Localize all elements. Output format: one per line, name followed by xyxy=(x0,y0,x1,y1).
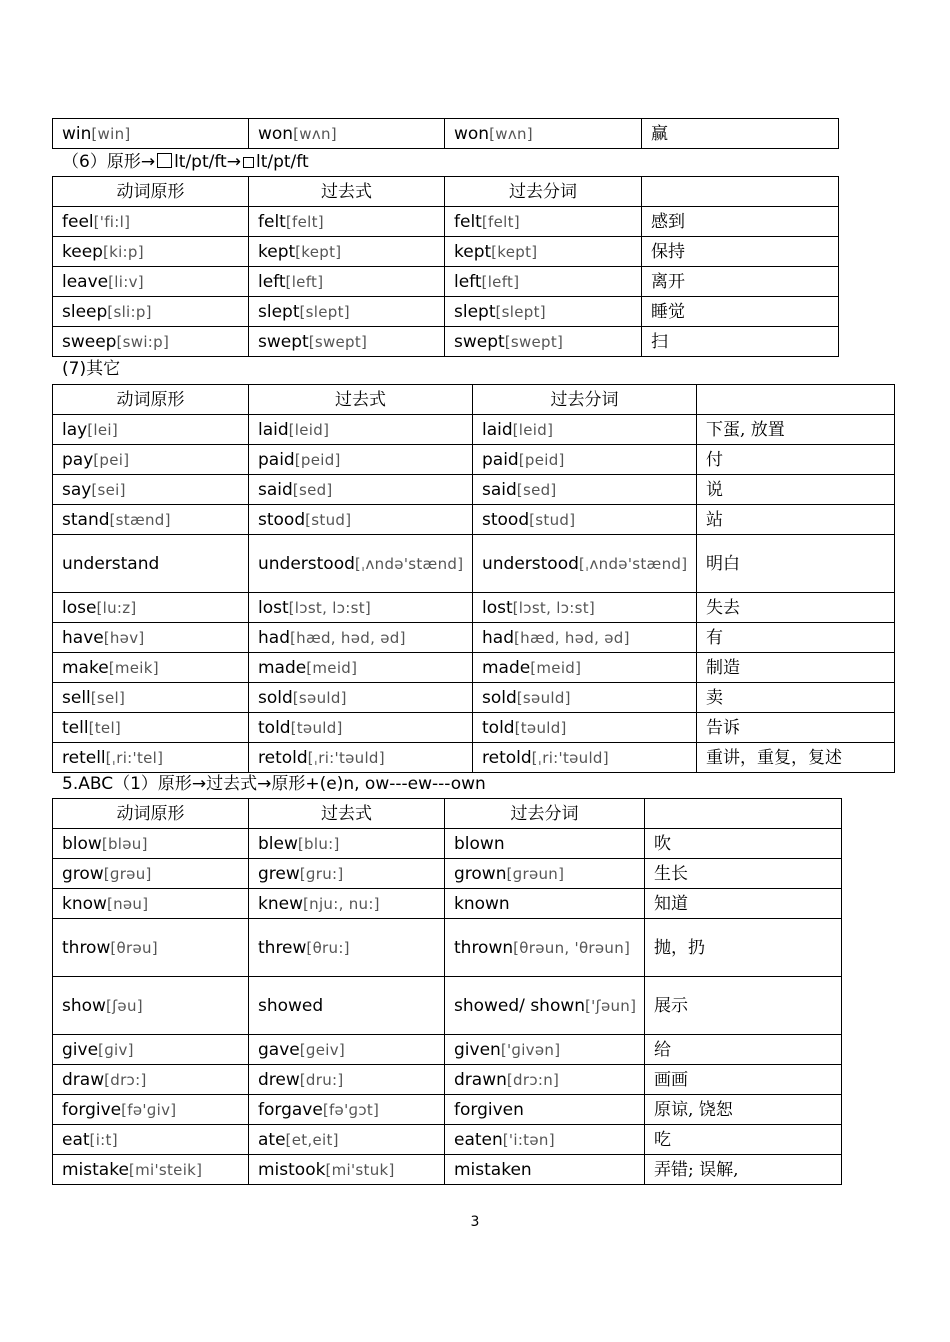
past-tense-cell: grew[ɡru:] xyxy=(249,859,445,889)
page-number: 3 xyxy=(470,1214,480,1230)
meaning-cell: 赢 xyxy=(642,119,839,149)
meaning-cell: 告诉 xyxy=(697,713,895,743)
meaning-cell: 给 xyxy=(645,1035,842,1065)
table-row xyxy=(53,1155,842,1185)
base-form-cell: sleep[sli:p] xyxy=(53,297,249,327)
base-form-cell: draw[drɔ:] xyxy=(53,1065,249,1095)
base-form-cell: feel['fi:l] xyxy=(53,207,249,237)
past-participle-cell: mistaken xyxy=(445,1155,645,1185)
square-glyph-icon xyxy=(157,153,172,168)
meaning-cell: 画画 xyxy=(645,1065,842,1095)
meaning-cell: 明白 xyxy=(697,535,895,593)
past-tense-cell: threw[θru:] xyxy=(249,919,445,977)
base-form-cell: blow[bləu] xyxy=(53,829,249,859)
past-tense-cell: forgave[fə'ɡɔt] xyxy=(249,1095,445,1125)
past-tense-cell: swept[swept] xyxy=(249,327,445,357)
past-tense-cell: lost[lɔst, lɔ:st] xyxy=(249,593,473,623)
column-header: 过去分词 xyxy=(445,799,645,829)
past-participle-cell: made[meid] xyxy=(473,653,697,683)
table-row xyxy=(53,119,839,149)
column-header: 动词原形 xyxy=(53,177,249,207)
base-form-cell: pay[pei] xyxy=(53,445,249,475)
past-tense-cell: understood[ˌʌndə'stænd] xyxy=(249,535,473,593)
past-participle-cell: laid[leid] xyxy=(473,415,697,445)
meaning-cell: 说 xyxy=(697,475,895,505)
small-square-glyph-icon xyxy=(243,157,254,168)
past-participle-cell: given['ɡivən] xyxy=(445,1035,645,1065)
column-header xyxy=(645,799,842,829)
past-participle-cell: felt[felt] xyxy=(445,207,642,237)
base-form-cell: grow[ɡrəu] xyxy=(53,859,249,889)
past-tense-cell: retold[ˌri:'təuld] xyxy=(249,743,473,773)
base-form-cell: sweep[swi:p] xyxy=(53,327,249,357)
base-form-cell: forgive[fə'ɡiv] xyxy=(53,1095,249,1125)
table-row xyxy=(53,859,842,889)
base-form-cell: sell[sel] xyxy=(53,683,249,713)
past-tense-cell: stood[stud] xyxy=(249,505,473,535)
meaning-cell: 生长 xyxy=(645,859,842,889)
meaning-cell: 知道 xyxy=(645,889,842,919)
base-form-cell: leave[li:v] xyxy=(53,267,249,297)
meaning-cell: 重讲，重复，复述 xyxy=(697,743,895,773)
past-participle-cell: kept[kept] xyxy=(445,237,642,267)
table-row xyxy=(53,889,842,919)
past-tense-cell: ate[et,eit] xyxy=(249,1125,445,1155)
base-form-cell: eat[i:t] xyxy=(53,1125,249,1155)
past-tense-cell: showed xyxy=(249,977,445,1035)
meaning-cell: 有 xyxy=(697,623,895,653)
base-form-cell: say[sei] xyxy=(53,475,249,505)
past-tense-cell: had[hæd, həd, əd] xyxy=(249,623,473,653)
table-row xyxy=(53,475,895,505)
past-tense-cell: drew[dru:] xyxy=(249,1065,445,1095)
meaning-cell: 制造 xyxy=(697,653,895,683)
past-tense-cell: said[sed] xyxy=(249,475,473,505)
meaning-cell: 失去 xyxy=(697,593,895,623)
past-participle-cell: eaten['i:tən] xyxy=(445,1125,645,1155)
past-tense-cell: made[meid] xyxy=(249,653,473,683)
top-row-table xyxy=(52,118,839,149)
table-row xyxy=(53,267,839,297)
base-form-cell: stand[stænd] xyxy=(53,505,249,535)
past-tense-cell: sold[səuld] xyxy=(249,683,473,713)
past-tense-cell: won[wʌn] xyxy=(249,119,445,149)
meaning-cell: 扫 xyxy=(642,327,839,357)
past-tense-cell: left[left] xyxy=(249,267,445,297)
base-form-cell: make[meik] xyxy=(53,653,249,683)
meaning-cell: 卖 xyxy=(697,683,895,713)
column-header xyxy=(697,385,895,415)
meaning-cell: 吹 xyxy=(645,829,842,859)
base-form-cell: retell[ˌri:'tel] xyxy=(53,743,249,773)
past-participle-cell: slept[slept] xyxy=(445,297,642,327)
meaning-cell: 抛，扔 xyxy=(645,919,842,977)
past-participle-cell: stood[stud] xyxy=(473,505,697,535)
table-row xyxy=(53,683,895,713)
section-5-table xyxy=(52,798,842,1185)
header-row xyxy=(53,385,895,415)
base-form-cell: win[win] xyxy=(53,119,249,149)
table-row xyxy=(53,415,895,445)
meaning-cell: 展示 xyxy=(645,977,842,1035)
past-tense-cell: kept[kept] xyxy=(249,237,445,267)
base-form-cell: mistake[mi'steik] xyxy=(53,1155,249,1185)
past-tense-cell: blew[blu:] xyxy=(249,829,445,859)
table-row xyxy=(53,977,842,1035)
base-form-cell: lay[lei] xyxy=(53,415,249,445)
section-7-caption: (7)其它 xyxy=(62,359,121,379)
past-participle-cell: understood[ˌʌndə'stænd] xyxy=(473,535,697,593)
table-row xyxy=(53,653,895,683)
base-form-cell: throw[θrəu] xyxy=(53,919,249,977)
table-row xyxy=(53,743,895,773)
table-row xyxy=(53,829,842,859)
meaning-cell: 下蛋, 放置 xyxy=(697,415,895,445)
meaning-cell: 保持 xyxy=(642,237,839,267)
header-row xyxy=(53,177,839,207)
past-participle-cell: paid[peid] xyxy=(473,445,697,475)
meaning-cell: 站 xyxy=(697,505,895,535)
column-header: 过去式 xyxy=(249,385,473,415)
table-row xyxy=(53,593,895,623)
header-row xyxy=(53,799,842,829)
past-participle-cell: had[hæd, həd, əd] xyxy=(473,623,697,653)
table-row xyxy=(53,327,839,357)
base-form-cell: show[ʃəu] xyxy=(53,977,249,1035)
past-participle-cell: left[left] xyxy=(445,267,642,297)
past-tense-cell: felt[felt] xyxy=(249,207,445,237)
table-row xyxy=(53,919,842,977)
table-row xyxy=(53,713,895,743)
table-row xyxy=(53,297,839,327)
base-form-cell: have[həv] xyxy=(53,623,249,653)
column-header: 动词原形 xyxy=(53,385,249,415)
table-row xyxy=(53,207,839,237)
meaning-cell: 睡觉 xyxy=(642,297,839,327)
section-6-caption: （6）原形→ lt/pt/ft→ lt/pt/ft xyxy=(62,152,309,172)
meaning-cell: 付 xyxy=(697,445,895,475)
table-row xyxy=(53,505,895,535)
section-6-table xyxy=(52,176,839,357)
past-tense-cell: knew[nju:, nu:] xyxy=(249,889,445,919)
past-participle-cell: known xyxy=(445,889,645,919)
past-tense-cell: slept[slept] xyxy=(249,297,445,327)
section-5-caption: 5.ABC（1）原形→过去式→原形+(e)n, ow---ew---own xyxy=(62,774,486,794)
table-row xyxy=(53,445,895,475)
section-7-table xyxy=(52,384,895,773)
past-participle-cell: forgiven xyxy=(445,1095,645,1125)
past-tense-cell: laid[leid] xyxy=(249,415,473,445)
column-header: 过去分词 xyxy=(445,177,642,207)
column-header: 过去分词 xyxy=(473,385,697,415)
past-participle-cell: lost[lɔst, lɔ:st] xyxy=(473,593,697,623)
base-form-cell: give[ɡiv] xyxy=(53,1035,249,1065)
past-participle-cell: swept[swept] xyxy=(445,327,642,357)
past-participle-cell: retold[ˌri:'təuld] xyxy=(473,743,697,773)
column-header: 过去式 xyxy=(249,799,445,829)
table-row xyxy=(53,237,839,267)
base-form-cell: understand xyxy=(53,535,249,593)
past-tense-cell: gave[ɡeiv] xyxy=(249,1035,445,1065)
column-header: 动词原形 xyxy=(53,799,249,829)
base-form-cell: know[nəu] xyxy=(53,889,249,919)
past-tense-cell: told[təuld] xyxy=(249,713,473,743)
past-participle-cell: blown xyxy=(445,829,645,859)
base-form-cell: keep[ki:p] xyxy=(53,237,249,267)
meaning-cell: 原谅, 饶恕 xyxy=(645,1095,842,1125)
past-participle-cell: thrown[θrəun, 'θrəun] xyxy=(445,919,645,977)
past-participle-cell: drawn[drɔ:n] xyxy=(445,1065,645,1095)
past-tense-cell: mistook[mi'stuk] xyxy=(249,1155,445,1185)
column-header xyxy=(642,177,839,207)
base-form-cell: tell[tel] xyxy=(53,713,249,743)
past-tense-cell: paid[peid] xyxy=(249,445,473,475)
table-row xyxy=(53,535,895,593)
past-participle-cell: said[sed] xyxy=(473,475,697,505)
past-participle-cell: won[wʌn] xyxy=(445,119,642,149)
meaning-cell: 感到 xyxy=(642,207,839,237)
past-participle-cell: showed/ shown['ʃəun] xyxy=(445,977,645,1035)
table-row xyxy=(53,623,895,653)
meaning-cell: 离开 xyxy=(642,267,839,297)
table-row xyxy=(53,1035,842,1065)
column-header: 过去式 xyxy=(249,177,445,207)
meaning-cell: 弄错; 误解, xyxy=(645,1155,842,1185)
past-participle-cell: sold[səuld] xyxy=(473,683,697,713)
table-row xyxy=(53,1125,842,1155)
table-row xyxy=(53,1065,842,1095)
table-row xyxy=(53,1095,842,1125)
meaning-cell: 吃 xyxy=(645,1125,842,1155)
past-participle-cell: told[təuld] xyxy=(473,713,697,743)
base-form-cell: lose[lu:z] xyxy=(53,593,249,623)
past-participle-cell: grown[ɡrəun] xyxy=(445,859,645,889)
